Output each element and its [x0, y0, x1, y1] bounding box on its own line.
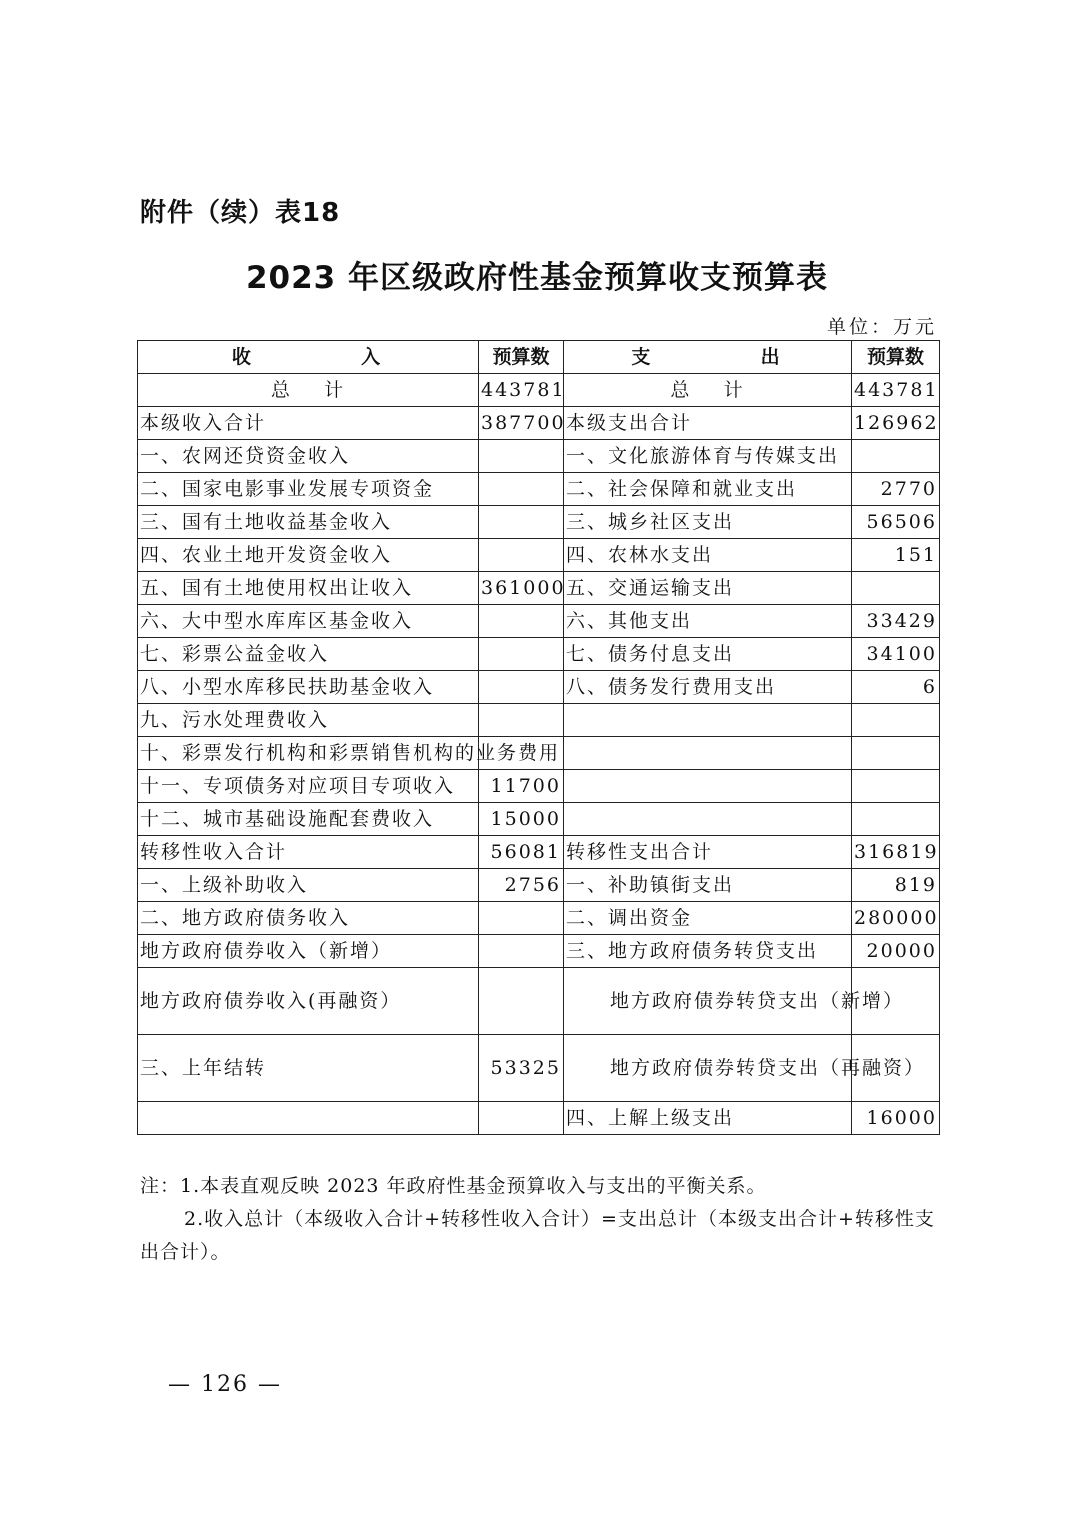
expense-item: 地方政府债券转贷支出（再融资）	[564, 1035, 852, 1102]
expense-value: 20000	[852, 935, 940, 968]
expense-item: 六、其他支出	[564, 605, 852, 638]
income-item: 五、国有土地使用权出让收入	[138, 572, 479, 605]
expense-value: 6	[852, 671, 940, 704]
expense-value	[852, 770, 940, 803]
expense-value: 2770	[852, 473, 940, 506]
table-row	[138, 506, 940, 539]
income-item: 十二、城市基础设施配套费收入	[138, 803, 479, 836]
income-value: 443781	[479, 374, 564, 407]
expense-item: 四、农林水支出	[564, 539, 852, 572]
note-2: 2.收入总计（本级收入合计+转移性收入合计）=支出总计（本级支出合计+转移性支出合计）。	[140, 1208, 935, 1263]
income-value	[479, 902, 564, 935]
table-row	[138, 440, 940, 473]
income-item: 一、农网还贷资金收入	[138, 440, 479, 473]
expense-item: 一、文化旅游体育与传媒支出	[564, 440, 852, 473]
expense-item	[564, 803, 852, 836]
income-value	[479, 605, 564, 638]
income-value: 2756	[479, 869, 564, 902]
expense-value: 33429	[852, 605, 940, 638]
header-income: 收 入	[138, 341, 479, 374]
income-item: 转移性收入合计	[138, 836, 479, 869]
attachment-label: 附件（续）表18	[140, 198, 341, 228]
header-expense-budget: 预算数	[852, 341, 940, 374]
table-row	[138, 803, 940, 836]
expense-item	[564, 704, 852, 737]
table-row	[138, 902, 940, 935]
table-row	[138, 1102, 940, 1135]
expense-item: 三、城乡社区支出	[564, 506, 852, 539]
income-item: 六、大中型水库库区基金收入	[138, 605, 479, 638]
income-value	[479, 506, 564, 539]
income-item: 三、国有土地收益基金收入	[138, 506, 479, 539]
income-item: 二、国家电影事业发展专项资金	[138, 473, 479, 506]
income-item: 总 计	[138, 374, 479, 407]
income-value	[479, 704, 564, 737]
income-value: 387700	[479, 407, 564, 440]
expense-value	[852, 572, 940, 605]
table-row	[138, 935, 940, 968]
income-value	[479, 968, 564, 1035]
income-item: 七、彩票公益金收入	[138, 638, 479, 671]
income-value	[479, 671, 564, 704]
income-value: 15000	[479, 803, 564, 836]
note-1: 注：1.本表直观反映 2023 年政府性基金预算收入与支出的平衡关系。	[140, 1175, 767, 1197]
table-row	[138, 704, 940, 737]
table-row	[138, 374, 940, 407]
expense-value: 151	[852, 539, 940, 572]
table-row	[138, 737, 940, 770]
unit-label: 单位：万元	[826, 316, 937, 338]
page-number: — 126 —	[168, 1372, 282, 1397]
income-item: 二、地方政府债务收入	[138, 902, 479, 935]
header-expense: 支 出	[564, 341, 852, 374]
table-row	[138, 539, 940, 572]
table-row	[138, 473, 940, 506]
table-row	[138, 1035, 940, 1102]
income-item: 十、彩票发行机构和彩票销售机构的业务费用	[138, 737, 479, 770]
expense-value: 16000	[852, 1102, 940, 1135]
expense-item: 五、交通运输支出	[564, 572, 852, 605]
table-row	[138, 869, 940, 902]
income-item	[138, 1102, 479, 1135]
income-item: 一、上级补助收入	[138, 869, 479, 902]
expense-value: 443781	[852, 374, 940, 407]
table-row	[138, 638, 940, 671]
table-notes	[140, 1170, 940, 1269]
table-row	[138, 407, 940, 440]
table-header-row	[138, 341, 940, 374]
expense-value	[852, 704, 940, 737]
income-item: 八、小型水库移民扶助基金收入	[138, 671, 479, 704]
expense-value	[852, 440, 940, 473]
table-row	[138, 770, 940, 803]
income-item: 本级收入合计	[138, 407, 479, 440]
table-row	[138, 605, 940, 638]
income-value	[479, 935, 564, 968]
income-value: 11700	[479, 770, 564, 803]
table-row	[138, 572, 940, 605]
income-value	[479, 473, 564, 506]
income-value	[479, 440, 564, 473]
income-item: 三、上年结转	[138, 1035, 479, 1102]
header-income-budget: 预算数	[479, 341, 564, 374]
expense-item: 总 计	[564, 374, 852, 407]
expense-item	[564, 770, 852, 803]
income-value	[479, 539, 564, 572]
income-value: 56081	[479, 836, 564, 869]
table-row	[138, 836, 940, 869]
table-row	[138, 671, 940, 704]
income-value: 53325	[479, 1035, 564, 1102]
income-value	[479, 638, 564, 671]
expense-value: 34100	[852, 638, 940, 671]
income-value: 361000	[479, 572, 564, 605]
income-item: 十一、专项债务对应项目专项收入	[138, 770, 479, 803]
income-value	[479, 1102, 564, 1135]
expense-value: 56506	[852, 506, 940, 539]
expense-value	[852, 803, 940, 836]
income-item: 地方政府债券收入(再融资）	[138, 968, 479, 1035]
expense-value	[852, 737, 940, 770]
expense-item: 转移性支出合计	[564, 836, 852, 869]
expense-item: 二、调出资金	[564, 902, 852, 935]
expense-value: 126962	[852, 407, 940, 440]
document-title: 2023 年区级政府性基金预算收支预算表	[245, 260, 829, 296]
expense-value: 280000	[852, 902, 940, 935]
expense-value: 819	[852, 869, 940, 902]
expense-item: 七、债务付息支出	[564, 638, 852, 671]
expense-item: 二、社会保障和就业支出	[564, 473, 852, 506]
expense-item: 八、债务发行费用支出	[564, 671, 852, 704]
expense-item: 三、地方政府债务转贷支出	[564, 935, 852, 968]
expense-item: 四、上解上级支出	[564, 1102, 852, 1135]
income-item: 地方政府债券收入（新增）	[138, 935, 479, 968]
expense-item: 一、补助镇街支出	[564, 869, 852, 902]
expense-value: 316819	[852, 836, 940, 869]
budget-table	[137, 340, 940, 1135]
expense-item: 本级支出合计	[564, 407, 852, 440]
table-row	[138, 968, 940, 1035]
income-item: 九、污水处理费收入	[138, 704, 479, 737]
expense-item: 地方政府债券转贷支出（新增）	[564, 968, 852, 1035]
income-item: 四、农业土地开发资金收入	[138, 539, 479, 572]
expense-item	[564, 737, 852, 770]
